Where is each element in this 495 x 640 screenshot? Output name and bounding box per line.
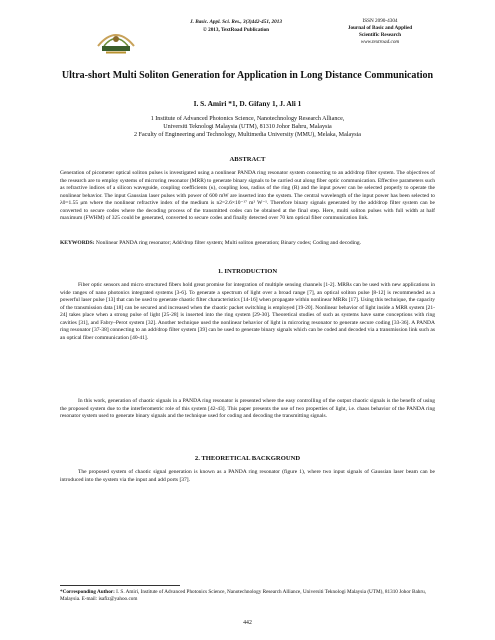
abstract-text: Generation of picometer optical soliton pulses is investigated using a nonlinear PANDA ring resonator system connecting to an add/drop filter system. The objectives of the research are to employ systems of microring resonator (MRR) to generate binary signals to be carried out along fiber optic communication. Effective parameters such as refractive indices of a silicon waveguide, coupling coefficients (κ), coupling loss, radius of the ring (R) and the input power can be selected properly to operate the nonlinear behavior. The input Gaussian laser pulses with power of 600 mW are inserted into the system. The central wavelength of the input power has been selected to λ0=1.55 μm where the nonlinear refractive index of the medium is n2=2.6×10⁻¹⁷ m² W⁻¹. Therefore binary signals generated by the add/drop filter system can be converted to secure codes where the decoding process of the transmitted codes can be obtained at the final step. Here, multi soliton pulses with full width at half maximum (FWHM) of 325 could be generated, converted to secure codes and finally detected over 70 km optical fiber communication link.	[60, 170, 435, 221]
abstract-heading: ABSTRACT	[229, 156, 266, 163]
affiliation-line: 1 Institute of Advanced Photonics Science, Nanotechnology Research Alliance,	[150, 116, 345, 122]
keywords-text: Nonlinear PANDA ring resonator; Add/drop filter system; Multi soliton generation; Binary codes; Coding and decoding.	[95, 240, 362, 246]
textroad-logo-icon	[92, 22, 140, 58]
footnote-divider	[60, 585, 180, 586]
section-2-heading: 2. THEORETICAL BACKGROUND	[194, 455, 301, 462]
copyright-line: © 2013, TextRoad Publication	[202, 27, 270, 33]
corresponding-author-footnote	[60, 589, 435, 603]
affiliation-line: 2 Faculty of Engineering and Technology, Multimedia University (MMU), Melaka, Malaysia	[133, 132, 362, 138]
keywords-label: KEYWORDS:	[60, 240, 95, 246]
footnote-label: *Corresponding Author:	[60, 589, 115, 595]
journal-header	[0, 10, 495, 60]
journal-citation: J. Basic. Appl. Sci. Res., 3(3)442-451, 2013	[190, 19, 282, 25]
issn: ISSN 2090-4304	[362, 18, 398, 24]
page-number: 442	[243, 620, 252, 626]
affiliations	[60, 115, 435, 139]
section-2-paragraph-1: The proposed system of chaotic signal generation is known as a PANDA ring resonator (figure 1), where two input signals of Gaussian laser beam can be introduced into the system via the input and add ports [37].	[60, 469, 435, 483]
paper-title: Ultra-short Multi Soliton Generation for Application in Long Distance Communication	[61, 70, 434, 81]
keywords	[60, 240, 435, 248]
section-1-paragraph-1: Fiber optic sensors and micro structured fibers hold great promise for integration of multiple sensing channels [1-2]. MRRs can be used with new applications in wide ranges of nano photonics integrated systems [3-6]. To generate a spectrum of light over a broad range [7], an optical soliton pulse [8-12] is recommended as a powerful laser pulse [13] that can be used to generate chaotic filter characteristics [14-16] when propagate within nonlinear MRRs [17]. Using this technique, the capacity of the transmission data [18] can be secured and increased when the chaotic packet switching is employed [19-20]. Nonlinear behavior of light inside a MRR system [21-24] takes place when a strong pulse of light [25-28] is inserted into the ring system [29-30]. Theoretical studies of such as systems have same conceptions with ring cavities [31], and Fabry–Perot system [32]. Another technique used the nonlinear behavior of light in microring resonator to generate secure coding [33-36]. A PANDA ring resonator [37-38] connecting to an add/drop filter system [39] can be used to generate binary signals which can be coded and decoded via a transmission link such as an optical fiber communication [40-41].	[60, 282, 435, 341]
section-1-paragraph-2: In this work, generation of chaotic signals in a PANDA ring resonator is presented where the easy controlling of the output chaotic signals is the benefit of using the proposed system due to the interferometric role of this system [42-43]. This paper presents the use of two properties of light, i.e. chaos behavior of the PANDA ring resonator system used to generate binary signals and the technique used for coding and decoding the transmitting signals.	[60, 398, 435, 419]
author-list	[60, 99, 435, 108]
journal-website: www.textroad.com	[360, 39, 400, 45]
footnote-text: I. S. Amiri, Institute of Advanced Photonics Science, Nanotechnology Research Alliance, Universiti Teknologi Malaysia (UTM), 81310 Johor Bahru, Malaysia. E-mail: isafiz@yahoo.com	[60, 589, 426, 602]
journal-name-line-1: Journal of Basic and Applied	[347, 25, 413, 31]
section-1-heading: 1. INTRODUCTION	[217, 268, 278, 275]
author-list-text: I. S. Amiri *1, D. Gifany 1, J. Ali 1	[193, 99, 302, 108]
affiliation-line: Universiti Teknologi Malaysia (UTM), 81310 Johor Bahru, Malaysia	[163, 124, 332, 130]
journal-name-line-2: Scientific Research	[358, 32, 402, 38]
